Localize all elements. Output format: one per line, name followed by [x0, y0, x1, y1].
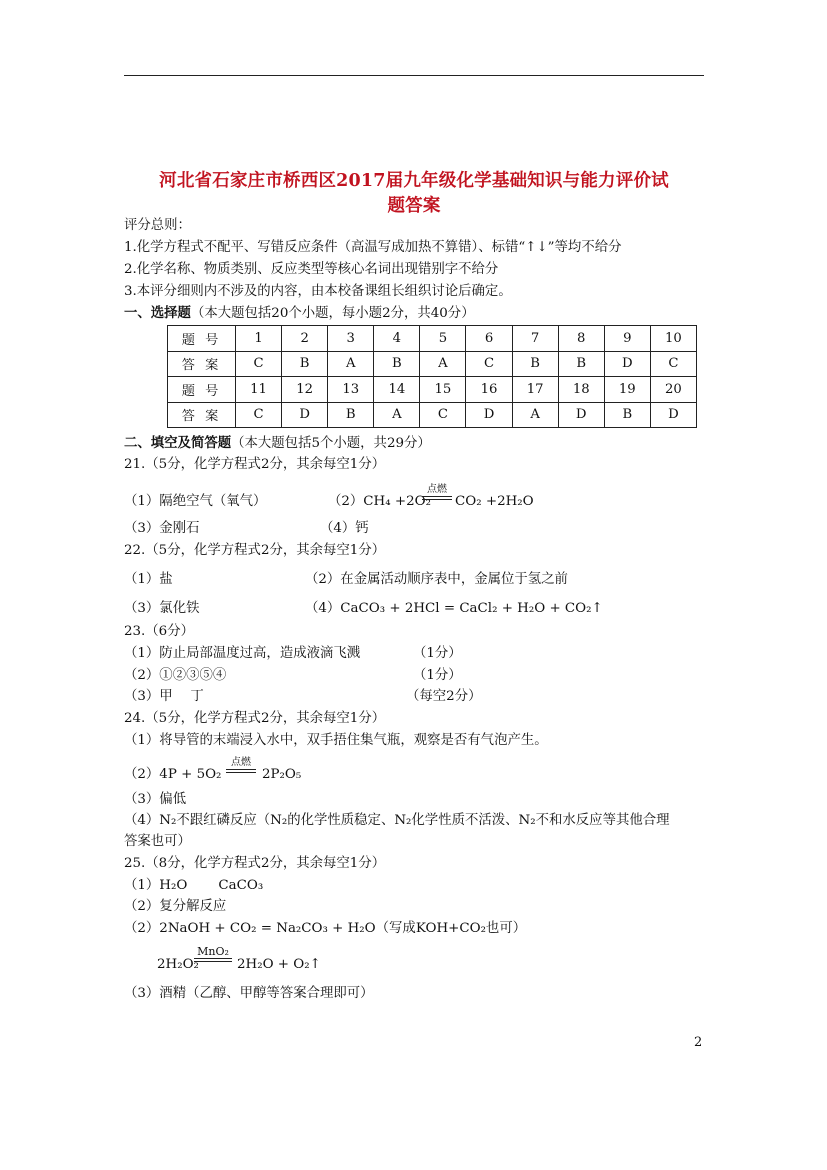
answer-cell: B: [328, 402, 374, 428]
question-number: 9: [604, 326, 650, 352]
q25-answer-3: （2）2NaOH + CO₂ = Na₂CO₃ + H₂O（写成KOH+CO₂也可）: [124, 921, 527, 936]
condition-text: 点燃: [231, 757, 251, 768]
answer-cell: D: [604, 351, 650, 377]
q25-answer-3b-left: 2H₂O₂: [157, 957, 199, 972]
answer-cell: B: [512, 351, 558, 377]
section2-heading-bold: 二、填空及简答题: [124, 435, 232, 451]
q25-catalyst: [194, 946, 232, 962]
q21-answer-4: （4）钙: [320, 521, 369, 536]
question-number: 15: [420, 377, 466, 403]
question-number: 4: [374, 326, 420, 352]
table-row: [168, 402, 697, 428]
q25-answer-1: （1）H₂O CaCO₃: [124, 878, 264, 893]
catalyst-text: MnO₂: [197, 945, 229, 958]
question-number: 10: [650, 326, 696, 352]
answer-cell: D: [650, 402, 696, 428]
answer-cell: B: [604, 402, 650, 428]
answer-cell: D: [282, 402, 328, 428]
question-number: 19: [604, 377, 650, 403]
equals-sign: [422, 496, 452, 500]
row-label-answer: 答 案: [168, 351, 236, 377]
question-number: 17: [512, 377, 558, 403]
header-rule: [124, 75, 704, 76]
general-rule-2: 2.化学名称、物质类别、反应类型等核心名词出现错别字不给分: [124, 262, 499, 277]
section2-heading: [124, 433, 431, 454]
question-number: 16: [466, 377, 512, 403]
q21-answer-3: （3）金刚石: [124, 521, 200, 536]
q23-answer-2: （2）①②③⑤④: [124, 668, 227, 683]
q25-heading: 25.（8分，化学方程式2分，其余每空1分）: [124, 856, 386, 871]
question-number: 3: [328, 326, 374, 352]
answer-cell: B: [374, 351, 420, 377]
question-number: 11: [236, 377, 282, 403]
general-rule-3: 3.本评分细则内不涉及的内容，由本校备课组长组织讨论后确定。: [124, 284, 512, 299]
question-number: 20: [650, 377, 696, 403]
q23-score-3: （每空2分）: [406, 689, 482, 704]
question-number: 12: [282, 377, 328, 403]
q22-answer-2: （2）在金属活动顺序表中，金属位于氢之前: [305, 572, 568, 587]
row-label-question: 题 号: [168, 377, 236, 403]
answer-cell: B: [558, 351, 604, 377]
q24-answer-3: （3）偏低: [124, 792, 187, 807]
row-label-question: 题 号: [168, 326, 236, 352]
q21-heading: 21.（5分，化学方程式2分，其余每空1分）: [124, 457, 386, 472]
answer-cell: B: [282, 351, 328, 377]
question-number: 2: [282, 326, 328, 352]
q24-answer-2-right: 2P₂O₅: [262, 767, 302, 782]
q23-answer-1: （1）防止局部温度过高，造成液滴飞溅: [124, 646, 361, 661]
table-row: [168, 326, 697, 352]
answer-cell: D: [558, 402, 604, 428]
q22-heading: 22.（5分，化学方程式2分，其余每空1分）: [124, 543, 386, 558]
document-title-line2: 题答案: [387, 196, 441, 216]
q23-answer-3: （3）甲 丁: [124, 689, 204, 704]
table-row: [168, 351, 697, 377]
equals-sign: [194, 958, 232, 962]
document-title-line1: 河北省石家庄市桥西区2017届九年级化学基础知识与能力评价试: [159, 171, 669, 191]
q21-answer-2-left: （2）CH₄ +2O₂: [328, 494, 431, 509]
q24-condition: [226, 757, 256, 773]
question-number: 8: [558, 326, 604, 352]
section1-heading-bold: 一、选择题: [124, 305, 191, 321]
q22-answer-1: （1）盐: [124, 572, 173, 587]
q24-answer-2-left: （2）4P + 5O₂: [124, 767, 222, 782]
section2-heading-rest: （本大题包括5个小题，共29分）: [231, 436, 431, 451]
answer-cell: C: [236, 402, 282, 428]
question-number: 6: [466, 326, 512, 352]
q22-answer-4: （4）CaCO₃ + 2HCl = CaCl₂ + H₂O + CO₂↑: [305, 601, 603, 616]
answer-cell: A: [420, 351, 466, 377]
row-label-answer: 答 案: [168, 402, 236, 428]
answer-cell: D: [466, 402, 512, 428]
q25-answer-2: （2）复分解反应: [124, 899, 227, 914]
table-row: [168, 377, 697, 403]
q24-answer-1: （1）将导管的末端浸入水中，双手捂住集气瓶，观察是否有气泡产生。: [124, 733, 548, 748]
question-number: 14: [374, 377, 420, 403]
q22-answer-3: （3）氯化铁: [124, 601, 200, 616]
question-number: 1: [236, 326, 282, 352]
q25-answer-4: （3）酒精（乙醇、甲醇等答案合理即可）: [124, 986, 374, 1001]
q21-condition: [422, 484, 452, 500]
question-number: 5: [420, 326, 466, 352]
section1-heading: [124, 303, 475, 324]
question-number: 13: [328, 377, 374, 403]
general-rules-heading: 评分总则：: [124, 218, 191, 233]
q23-score-1: （1分）: [413, 646, 462, 661]
q25-answer-3b-right: 2H₂O + O₂↑: [237, 957, 321, 972]
question-number: 7: [512, 326, 558, 352]
answer-cell: C: [420, 402, 466, 428]
q21-answer-1: （1）隔绝空气（氧气）: [124, 494, 267, 509]
answer-cell: C: [236, 351, 282, 377]
q23-heading: 23.（6分）: [124, 624, 194, 639]
answer-table: [167, 325, 697, 428]
question-number: 18: [558, 377, 604, 403]
general-rule-1: 1.化学方程式不配平、写错反应条件（高温写成加热不算错）、标错“↑↓”等均不给分: [124, 240, 622, 255]
page-number: 2: [694, 1035, 703, 1050]
answer-cell: A: [512, 402, 558, 428]
q24-heading: 24.（5分，化学方程式2分，其余每空1分）: [124, 711, 386, 726]
condition-text: 点燃: [427, 484, 447, 495]
answer-cell: C: [650, 351, 696, 377]
q23-score-2: （1分）: [413, 668, 462, 683]
section1-heading-rest: （本大题包括20个小题，每小题2分，共40分）: [190, 306, 475, 321]
answer-cell: A: [328, 351, 374, 377]
q21-answer-2-right: CO₂ +2H₂O: [455, 494, 534, 509]
answer-cell: C: [466, 351, 512, 377]
q24-answer-4-line2: 答案也可）: [124, 834, 191, 849]
equals-sign: [226, 769, 256, 773]
answer-cell: A: [374, 402, 420, 428]
q24-answer-4-line1: （4）N₂不跟红磷反应（N₂的化学性质稳定、N₂化学性质不活泼、N₂不和水反应等其他合理: [124, 813, 670, 828]
